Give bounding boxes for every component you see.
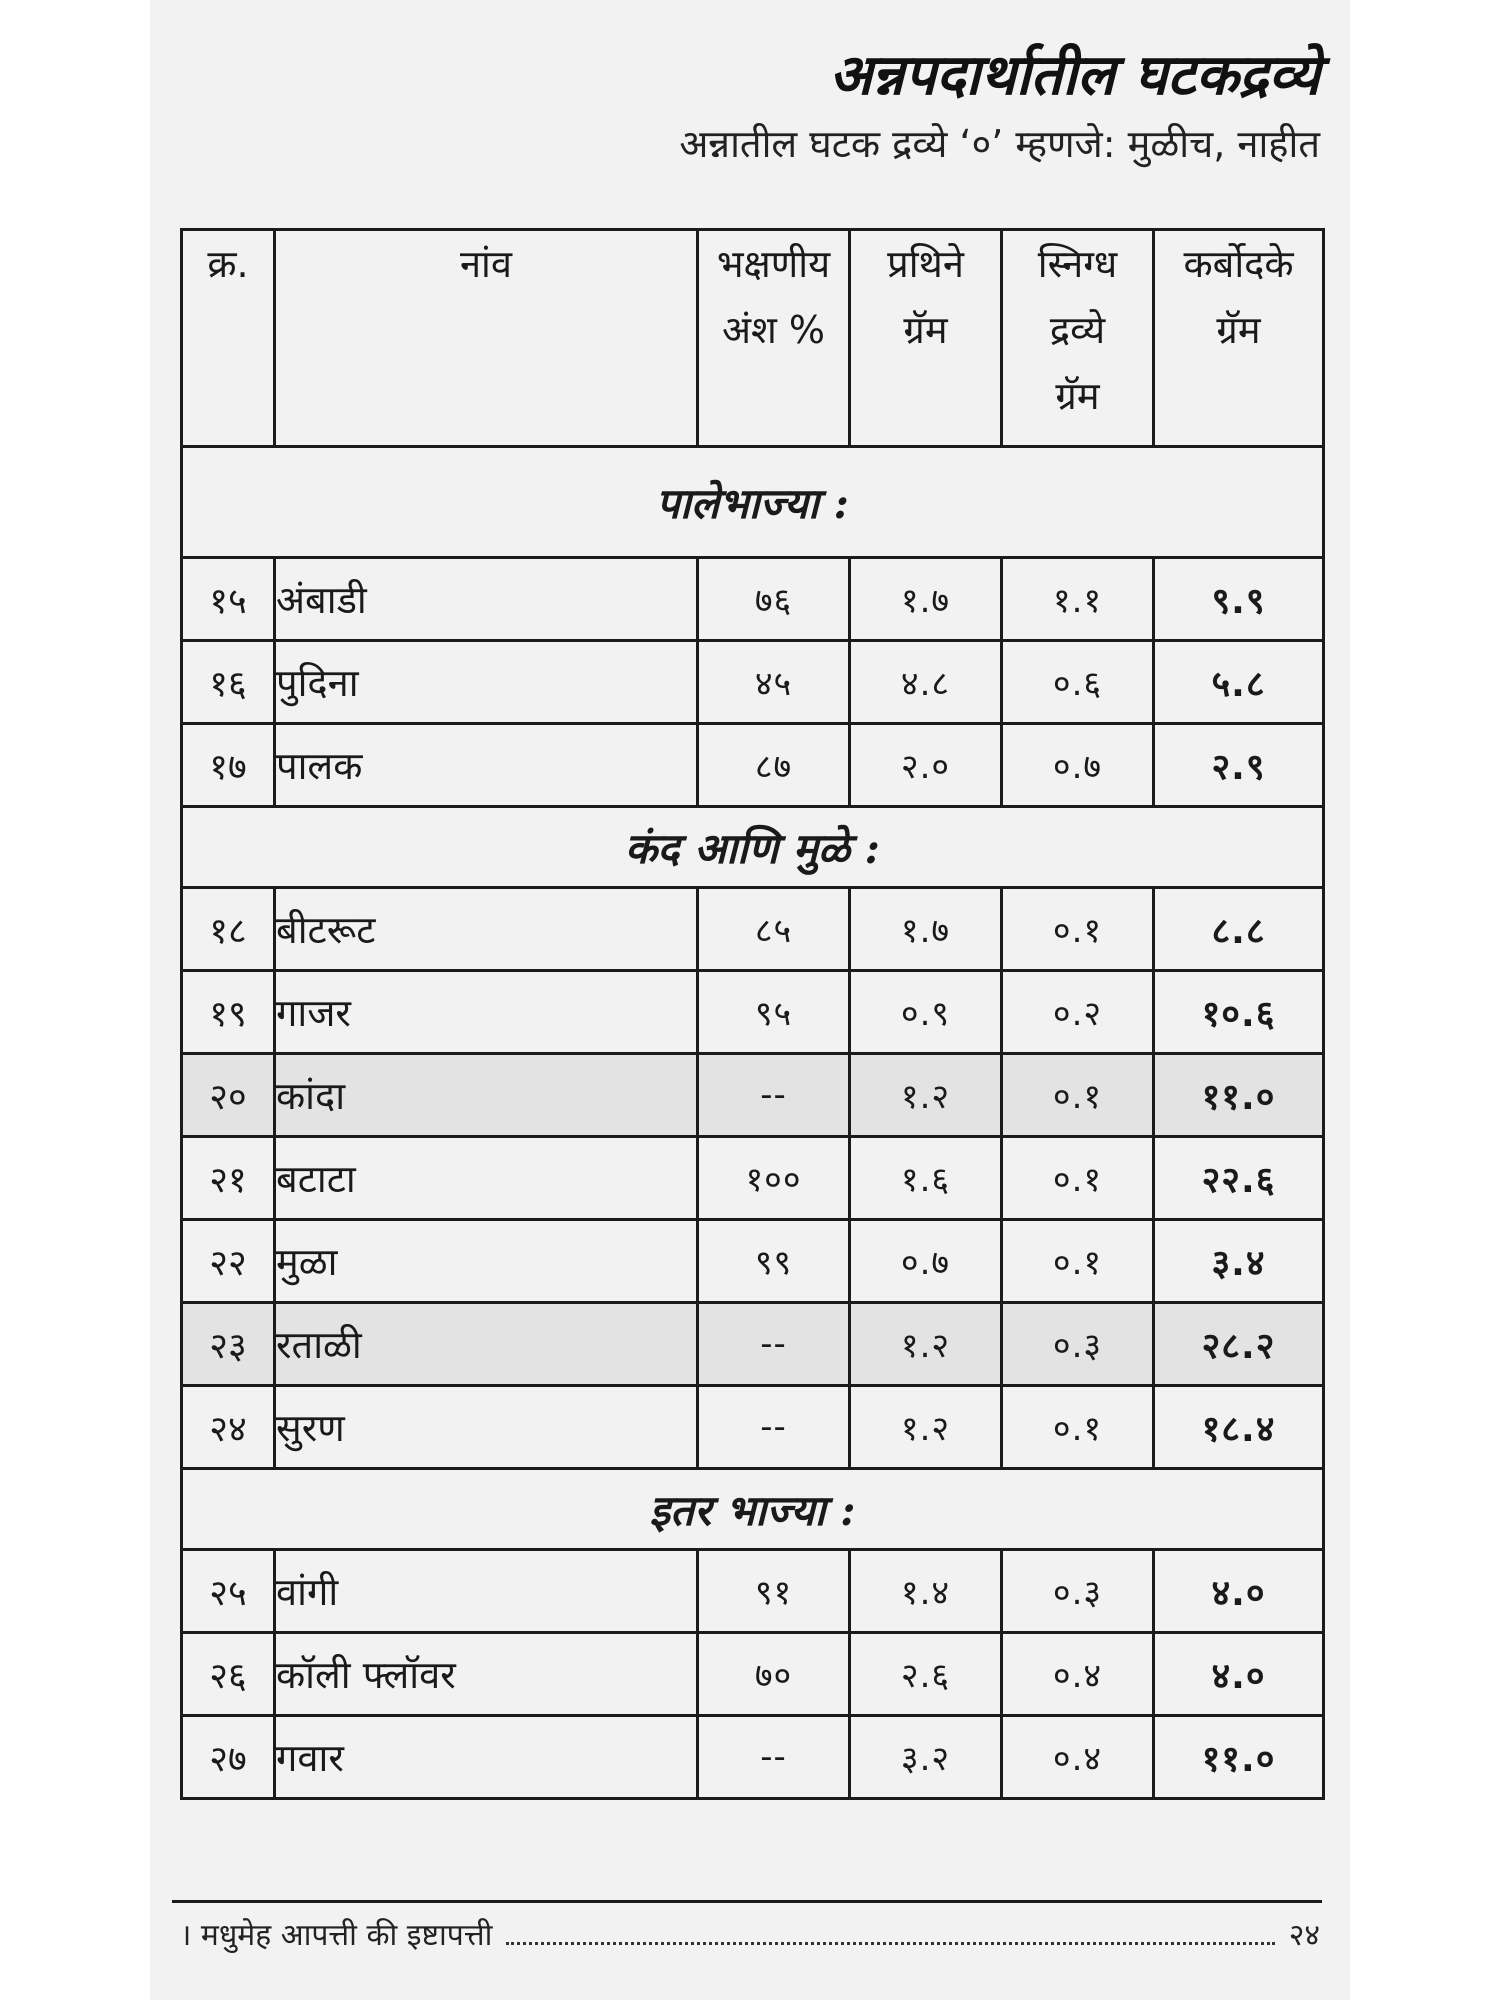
table-row xyxy=(182,1716,1324,1799)
row-edible: ९५ xyxy=(698,971,850,1054)
row-name: पालक xyxy=(275,724,698,807)
row-name: रताळी xyxy=(275,1303,698,1386)
row-fat: ०.६ xyxy=(1002,641,1154,724)
section-heading-row xyxy=(182,1469,1324,1550)
table-row xyxy=(182,1386,1324,1469)
row-sn: १६ xyxy=(182,641,275,724)
table-row xyxy=(182,971,1324,1054)
row-sn: २७ xyxy=(182,1716,275,1799)
row-name: वांगी xyxy=(275,1550,698,1633)
col-header-fat: स्निग्ध द्रव्ये ग्रॅम xyxy=(1002,230,1154,447)
row-edible: ७६ xyxy=(698,558,850,641)
row-fat: ०.१ xyxy=(1002,1220,1154,1303)
row-protein: १.६ xyxy=(850,1137,1002,1220)
row-edible: ७० xyxy=(698,1633,850,1716)
row-protein: ४.८ xyxy=(850,641,1002,724)
row-name: पुदिना xyxy=(275,641,698,724)
col-header-edible: भक्षणीय अंश % xyxy=(698,230,850,447)
section-heading-other-vegetables: इतर भाज्या : xyxy=(182,1469,1324,1550)
col-header-name: नांव xyxy=(275,230,698,447)
row-sn: १५ xyxy=(182,558,275,641)
footer-leader-dots xyxy=(506,1918,1274,1945)
row-fat: ०.२ xyxy=(1002,971,1154,1054)
row-sn: २६ xyxy=(182,1633,275,1716)
page-title: अन्नपदार्थातील घटकद्रव्ये xyxy=(829,42,1320,108)
row-sn: १९ xyxy=(182,971,275,1054)
row-sn: २३ xyxy=(182,1303,275,1386)
row-edible: -- xyxy=(698,1386,850,1469)
row-sn: १८ xyxy=(182,888,275,971)
row-edible: ४५ xyxy=(698,641,850,724)
row-fat: ०.१ xyxy=(1002,1386,1154,1469)
row-fat: ०.३ xyxy=(1002,1303,1154,1386)
row-edible: ८७ xyxy=(698,724,850,807)
row-carb: १०.६ xyxy=(1154,971,1324,1054)
row-name: बीटरूट xyxy=(275,888,698,971)
row-edible: -- xyxy=(698,1303,850,1386)
row-sn: २४ xyxy=(182,1386,275,1469)
table-row xyxy=(182,558,1324,641)
table-row xyxy=(182,1137,1324,1220)
book-page xyxy=(150,0,1350,2000)
row-carb: ११.० xyxy=(1154,1054,1324,1137)
row-protein: २.० xyxy=(850,724,1002,807)
row-name: सुरण xyxy=(275,1386,698,1469)
col-header-sn: क्र. xyxy=(182,230,275,447)
row-edible: ९१ xyxy=(698,1550,850,1633)
row-edible: -- xyxy=(698,1716,850,1799)
section-heading-row xyxy=(182,807,1324,888)
table-row xyxy=(182,1550,1324,1633)
row-carb: ११.० xyxy=(1154,1716,1324,1799)
row-protein: १.२ xyxy=(850,1386,1002,1469)
row-fat: ०.३ xyxy=(1002,1550,1154,1633)
row-protein: ३.२ xyxy=(850,1716,1002,1799)
row-name: कॉली फ्लॉवर xyxy=(275,1633,698,1716)
table-row xyxy=(182,888,1324,971)
col-header-protein: प्रथिने ग्रॅम xyxy=(850,230,1002,447)
row-protein: ०.७ xyxy=(850,1220,1002,1303)
row-fat: ०.४ xyxy=(1002,1716,1154,1799)
row-protein: २.६ xyxy=(850,1633,1002,1716)
row-edible: ९९ xyxy=(698,1220,850,1303)
row-carb: ४.० xyxy=(1154,1550,1324,1633)
row-edible: १०० xyxy=(698,1137,850,1220)
row-sn: २१ xyxy=(182,1137,275,1220)
row-edible: ८५ xyxy=(698,888,850,971)
row-protein: ०.९ xyxy=(850,971,1002,1054)
table-row xyxy=(182,724,1324,807)
row-name: बटाटा xyxy=(275,1137,698,1220)
table-row xyxy=(182,641,1324,724)
table-row xyxy=(182,1303,1324,1386)
row-sn: १७ xyxy=(182,724,275,807)
footer-book-title: । मधुमेह आपत्ती की इष्टापत्ती xyxy=(180,1918,493,1953)
row-sn: २० xyxy=(182,1054,275,1137)
row-carb: ५.८ xyxy=(1154,641,1324,724)
row-name: कांदा xyxy=(275,1054,698,1137)
row-name: गाजर xyxy=(275,971,698,1054)
section-heading-roots: कंद आणि मुळे : xyxy=(182,807,1324,888)
nutrition-table xyxy=(180,228,1325,1800)
row-protein: १.७ xyxy=(850,558,1002,641)
page-footer xyxy=(180,1916,1320,1956)
row-name: गवार xyxy=(275,1716,698,1799)
row-carb: ३.४ xyxy=(1154,1220,1324,1303)
row-name: मुळा xyxy=(275,1220,698,1303)
row-carb: २८.२ xyxy=(1154,1303,1324,1386)
row-carb: २.९ xyxy=(1154,724,1324,807)
row-sn: २२ xyxy=(182,1220,275,1303)
row-fat: ०.१ xyxy=(1002,888,1154,971)
row-protein: १.२ xyxy=(850,1303,1002,1386)
row-carb: ८.८ xyxy=(1154,888,1324,971)
row-protein: १.२ xyxy=(850,1054,1002,1137)
row-fat: ०.१ xyxy=(1002,1054,1154,1137)
row-protein: १.७ xyxy=(850,888,1002,971)
row-fat: ०.४ xyxy=(1002,1633,1154,1716)
row-carb: ४.० xyxy=(1154,1633,1324,1716)
page-number: २४ xyxy=(1288,1918,1320,1953)
section-heading-row xyxy=(182,447,1324,558)
row-carb: ९.९ xyxy=(1154,558,1324,641)
row-fat: ०.१ xyxy=(1002,1137,1154,1220)
table-row xyxy=(182,1633,1324,1716)
table-header-row xyxy=(182,230,1324,447)
col-header-carb: कर्बोदके ग्रॅम xyxy=(1154,230,1324,447)
section-heading-leafy: पालेभाज्या : xyxy=(182,447,1324,558)
row-carb: १८.४ xyxy=(1154,1386,1324,1469)
page-subtitle: अन्नातील घटक द्रव्ये ‘०’ म्हणजे: मुळीच, नाहीत xyxy=(679,122,1320,166)
row-name: अंबाडी xyxy=(275,558,698,641)
row-protein: १.४ xyxy=(850,1550,1002,1633)
table-row xyxy=(182,1220,1324,1303)
table-row xyxy=(182,1054,1324,1137)
row-fat: ०.७ xyxy=(1002,724,1154,807)
row-fat: १.१ xyxy=(1002,558,1154,641)
row-sn: २५ xyxy=(182,1550,275,1633)
row-carb: २२.६ xyxy=(1154,1137,1324,1220)
row-edible: -- xyxy=(698,1054,850,1137)
footer-divider xyxy=(172,1900,1322,1903)
